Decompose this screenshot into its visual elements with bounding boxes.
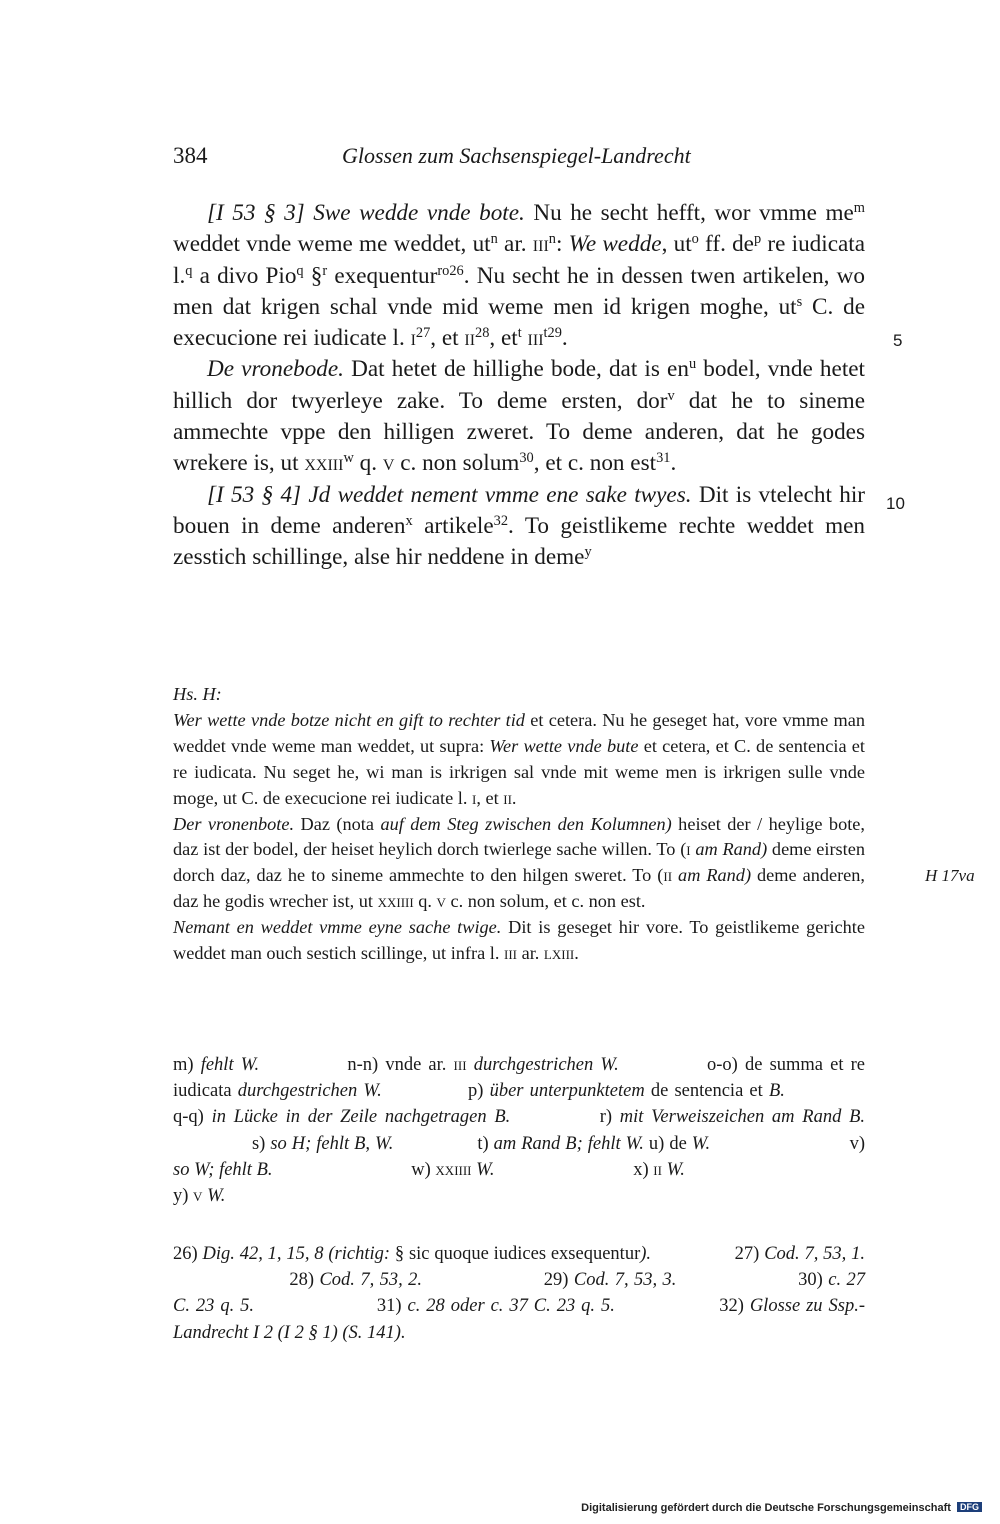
paragraph-3: [I 53 § 4] Jd weddet nement vmme ene sake twyes. Dit is vtelecht hir bouen in deme anderen$^x$ artikele$^{32}$. To geistlikeme rechte weddet men zesstich schillinge, alse hir neddene in deme$^y$ [173,481,865,571]
critical-apparatus: m) fehlt W. n-n) vnde ar. iii durchgestrichen W. o-o) de summa et re iudicata durchgestrichen W. p) über unterpunktetem de sentencia et B. q-q) in Lücke in der Zeile nachgetragen B. r) mit Verweiszeichen am Rand B. s) so H; fehlt B, W. t) am Rand B; fehlt W. u) de W. v) so W; fehlt B. w) xxiiii W. x) ii W. y) v W. [173,1055,866,1207]
paragraph-2: De vronebode. Dat hetet de hillighe bode, dat is $en^u$ bodel, vnde hetet hillich dor twyerleye zake. To deme ersten, dor$^v$ dat he to sineme ammechte vppe den hilligen zweret. To deme anderen, dat he godes wrekere is, ut xxiii$^w$ q. v c. non solum$^{30}$, et c. non est$^{31}$. [173,356,865,477]
running-title: Glossen zum Sachsenspiegel-Landrecht [342,143,691,168]
credit-text: Digitalisierung gefördert durch die Deutsche Forschungsgemeinschaft [581,1502,951,1514]
page-number: 384 [173,143,208,168]
line-number-10: 10 [886,494,905,513]
manuscript-h-section [173,682,865,967]
digitization-credit [581,1502,982,1514]
hs-paragraph-1: Wer wette vnde botze nicht en gift to rechter tid et cetera. Nu he geseget hat, vore vmme man weddet vnde weme man weddet, ut supra: Wer wette vnde bute et cetera, et C. de sentencia et re iudicata. Nu seget he, wi man is irkrigen sal vnde mit weme men is irkrigen sulle vnde moge, ut C. de execucione rei iudicate l. i, et ii. [173,709,866,808]
margin-note: H 17va [925,866,975,885]
main-text [173,198,865,574]
hs-paragraph-2: Der vronenbote. Daz (nota auf dem Steg zwischen den Kolumnen) heiset der / heylige bote, daz ist der bodel, der heiset heylich dorch twierlege sache willen. To (i am Rand) deme eirsten dorch daz, daz he to sineme ammechte to den hilgen sweret. To (ii am Rand) deme anderen, daz he godis wrecher ist, ut xxiiii q. v c. non solum, et c. non est. [173,813,866,912]
hs-paragraph-3: Nemant en weddet vmme eyne sache twige. Dit is geseget hir vore. To geistlikeme gerichte weddet man ouch sestich scillinge, ut infra l. iii ar. lxiii. [173,917,866,964]
line-number-5: 5 [893,331,903,350]
section-label: Hs. H: [173,684,222,704]
dfg-logo-icon: DFG [957,1502,982,1512]
footnotes: 26) Dig. 42, 1, 15, 8 (richtig: § sic quoque iudices exsequentur). 27) Cod. 7, 53, 1. 28) Cod. 7, 53, 2. 29) Cod. 7, 53, 3. 30) c. 27 C. 23 q. 5. 31) c. 28 oder c. 37 C. 23 q. 5. 32) Glosse zu Ssp.-Landrecht I 2 (I 2 § 1) (S. 141). [173,1244,866,1343]
paragraph-1: [I 53 § 3] Swe wedde vnde bote. Nu he secht hefft, wor vmme $me^m$ weddet vnde weme me weddet, $ut^n$ ar. iii$^n$: We wedde, $ut^o$ ff. $de^p$ re iudicata l.$^q$ a divo Pio$^q$ §$^r$ exequentur$^{ro26}$. Nu secht he in dessen twen artikelen, wo men dat krigen schal vnde mid weme men id krigen moghe, $ut^s$ C. de execucione rei iudicate l. $i^{27}$, et $ii^{28}$, $et^t$ iii$^{t29}$. [173,200,866,352]
